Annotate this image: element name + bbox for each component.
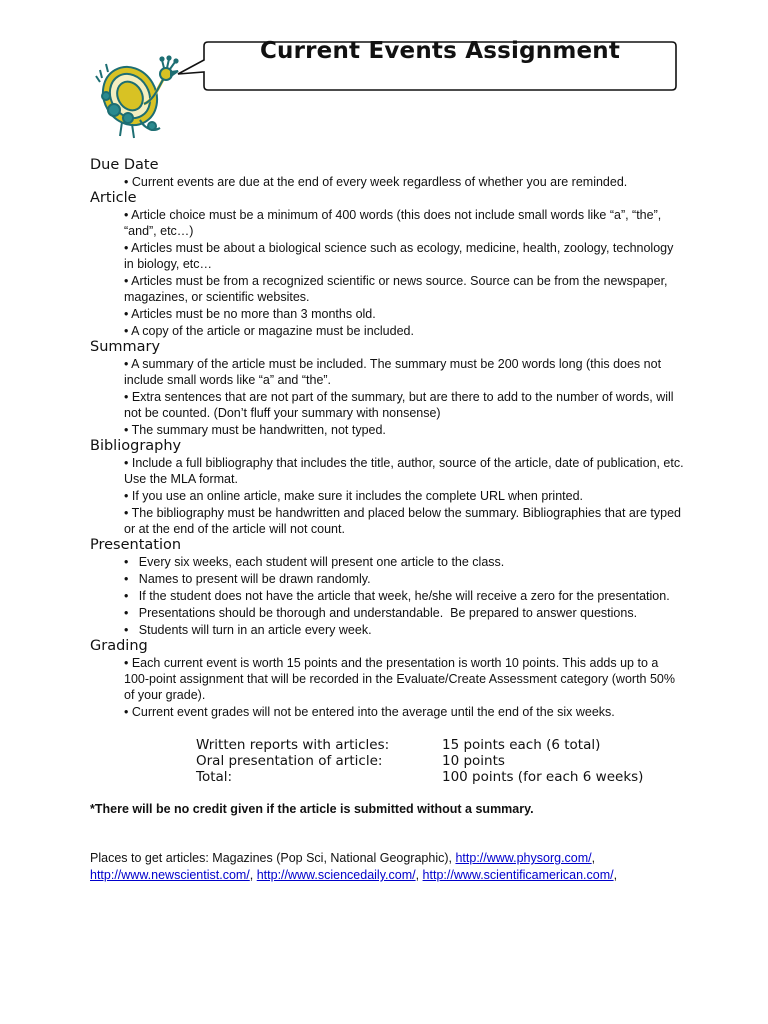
points-value: 15 points each (6 total) <box>442 737 601 753</box>
section-heading-due-date: Due Date <box>90 157 159 173</box>
list-item: • If you use an online article, make sure it includes the complete URL when printed. <box>124 489 584 503</box>
points-value: 10 points <box>442 753 505 769</box>
link-scientificamerican[interactable]: http://www.scientificamerican.com/ <box>422 868 614 882</box>
section-heading-grading: Grading <box>90 638 148 654</box>
points-label: Oral presentation of article: <box>196 753 383 769</box>
list-item: • Current events are due at the end of every week regardless of whether you are reminded. <box>124 175 628 189</box>
list-item: • Each current event is worth 15 points and the presentation is worth 10 points. This adds up to a 100-point assignment that will be recorded in the Evaluate/Create Assessment category (worth 50% of your grade). <box>124 656 675 702</box>
list-item: • The bibliography must be handwritten and placed below the summary. Bibliographies that are typed or at the end of the article will not count. <box>124 506 682 536</box>
link-physorg[interactable]: http://www.physorg.com/ <box>455 851 592 865</box>
separator: , <box>591 851 596 865</box>
points-value: 100 points (for each 6 weeks) <box>442 769 644 785</box>
separator: , <box>249 868 257 882</box>
assignment-content <box>0 157 768 884</box>
separator: , <box>613 868 618 882</box>
list-item: • Articles must be about a biological science such as ecology, medicine, health, zoology, technology in biology, etc… <box>124 241 674 271</box>
section-heading-summary: Summary <box>90 339 161 355</box>
section-heading-bibliography: Bibliography <box>90 438 182 454</box>
list-item: • Include a full bibliography that includes the title, author, source of the article, date of publication, etc. Use the MLA format. <box>124 456 684 486</box>
link-sciencedaily[interactable]: http://www.sciencedaily.com/ <box>256 868 416 882</box>
separator: , <box>415 868 423 882</box>
list-item: • Extra sentences that are not part of the summary, but are there to add to the number of words, will not be counted. (Don’t fluff your summary with nonsense) <box>124 390 674 420</box>
no-credit-note: *There will be no credit given if the article is submitted without a summary. <box>90 802 534 816</box>
list-item: • Article choice must be a minimum of 400 words (this does not include small words like “a”, “the”, “and”, etc…) <box>124 208 662 238</box>
section-heading-article: Article <box>90 190 137 206</box>
list-item: • If the student does not have the article that week, he/she will receive a zero for the presentation. <box>124 589 670 603</box>
link-newscientist[interactable]: http://www.newscientist.com/ <box>90 868 250 882</box>
list-item: • Current event grades will not be entered into the average until the end of the six weeks. <box>124 705 615 719</box>
places-intro: Places to get articles: Magazines (Pop Sci, National Geographic), <box>90 851 456 865</box>
list-item: • Articles must be from a recognized scientific or news source. Source can be from the newspaper, magazines, or scientific websites. <box>124 274 668 304</box>
points-row <box>196 769 768 785</box>
page-title: Current Events Assignment <box>259 38 621 64</box>
section-heading-presentation: Presentation <box>90 537 182 553</box>
list-item: • Names to present will be drawn randomly. <box>124 572 371 586</box>
list-item: • The summary must be handwritten, not typed. <box>124 423 386 437</box>
list-item: • Presentations should be thorough and understandable. Be prepared to answer questions. <box>124 606 638 620</box>
points-label: Total: <box>196 769 233 785</box>
points-label: Written reports with articles: <box>196 737 390 753</box>
points-row <box>196 737 768 753</box>
list-item: • A summary of the article must be included. The summary must be 200 words long (this does not include small words like “a” and “the”. <box>124 357 662 387</box>
list-item: • Articles must be no more than 3 months old. <box>124 307 376 321</box>
list-item: • Every six weeks, each student will present one article to the class. <box>124 555 505 569</box>
points-table <box>196 737 768 785</box>
list-item: • A copy of the article or magazine must be included. <box>124 324 414 338</box>
places-to-get-articles <box>90 850 690 884</box>
points-row <box>196 753 768 769</box>
list-item: • Students will turn in an article every week. <box>124 623 372 637</box>
